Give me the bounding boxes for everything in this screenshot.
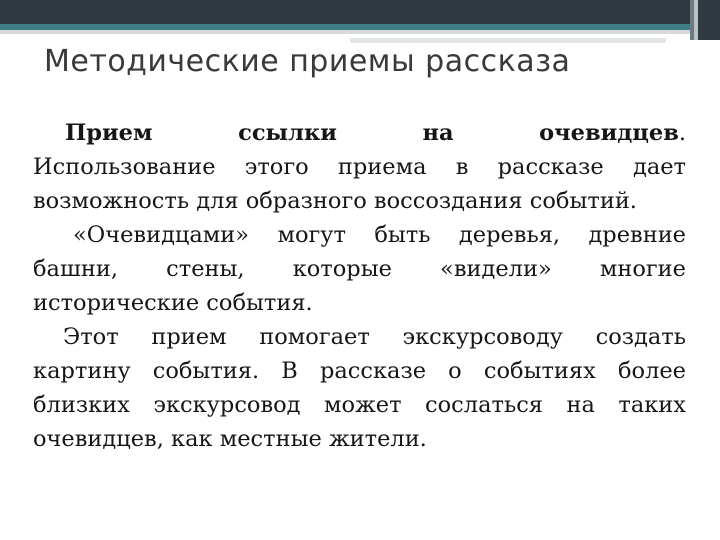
paragraph-1-heading bbox=[33, 116, 686, 150]
slide-body bbox=[33, 116, 686, 456]
technique-name-period: . bbox=[678, 120, 686, 146]
paragraph-1: Использование этого приема в рассказе дает возможность для образного воссоздания событий. bbox=[33, 154, 686, 214]
slide-title: Методические приемы рассказа bbox=[44, 44, 571, 79]
header-corner-decoration bbox=[690, 0, 720, 40]
paragraph-2: «Очевидцами» могут быть деревья, древние башни, стены, которые «видели» многие исторические события. bbox=[33, 222, 686, 316]
title-underline-decoration bbox=[350, 38, 666, 43]
header-rule bbox=[0, 30, 690, 34]
technique-name: Прием ссылки на очевидцев bbox=[65, 120, 679, 146]
header-band-dark bbox=[0, 0, 720, 24]
paragraph-3: Этот прием помогает экскурсоводу создать картину события. В рассказе о событиях более близких экскурсовод может сослаться на таких очевидцев, как местные жители. bbox=[33, 324, 686, 452]
